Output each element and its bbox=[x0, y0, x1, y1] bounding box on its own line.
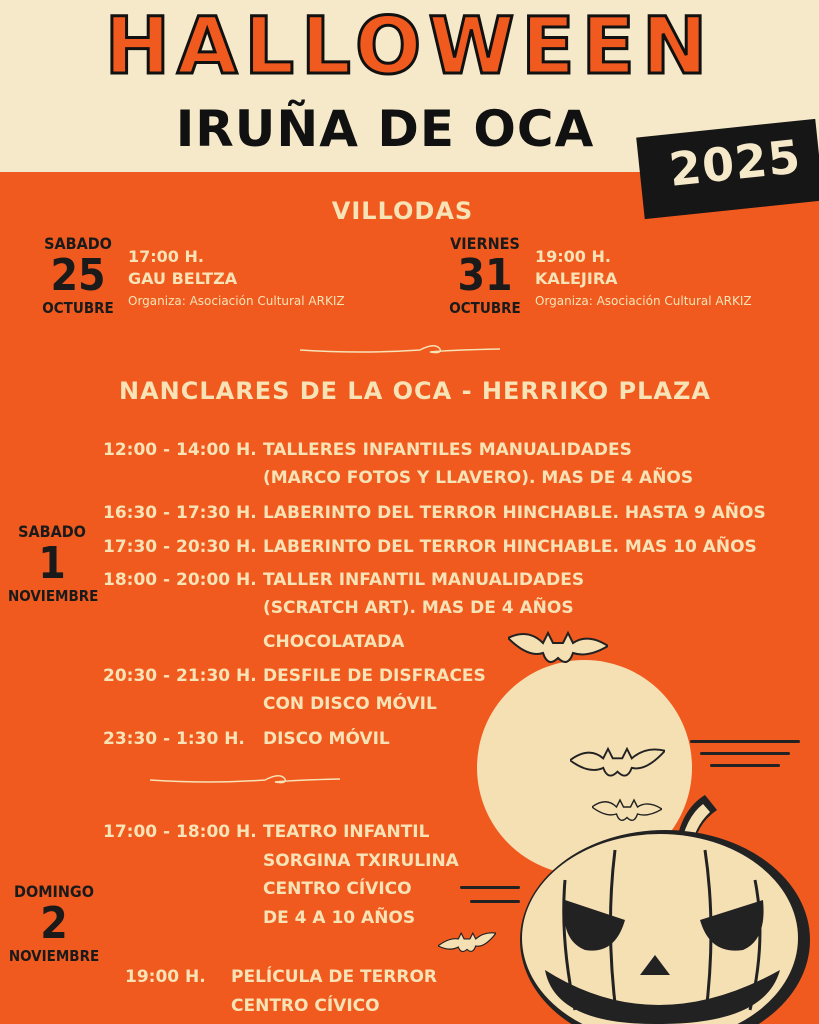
event-organizer: Organiza: Asociación Cultural ARKIZ bbox=[128, 294, 345, 308]
month: NOVIEMBRE bbox=[8, 587, 99, 605]
villodas-heading: VILLODAS bbox=[331, 197, 474, 225]
speed-line bbox=[690, 740, 800, 743]
date-block-25-octubre bbox=[38, 234, 118, 317]
row-time: 20:30 - 21:30 H. bbox=[103, 666, 257, 686]
month: OCTUBRE bbox=[42, 299, 114, 317]
row-desc: LABERINTO DEL TERROR HINCHABLE. MAS 10 AÑOS bbox=[263, 537, 757, 557]
row-desc: PELÍCULA DE TERROR bbox=[231, 967, 437, 987]
row-desc: DESFILE DE DISFRACES bbox=[263, 666, 486, 686]
row-time: 19:00 H. bbox=[125, 967, 206, 987]
row-desc: SORGINA TXIRULINA bbox=[263, 851, 459, 871]
event-name: GAU BELTZA bbox=[128, 269, 238, 288]
day-of-week: DOMINGO bbox=[14, 882, 94, 901]
row-desc: TEATRO INFANTIL bbox=[263, 822, 430, 842]
divider-swirl bbox=[300, 340, 500, 360]
row-time: 12:00 - 14:00 H. bbox=[103, 440, 257, 460]
event-name: KALEJIRA bbox=[535, 269, 618, 288]
row-desc: CON DISCO MÓVIL bbox=[263, 694, 437, 714]
bat-icon bbox=[508, 628, 608, 678]
row-desc: TALLER INFANTIL MANUALIDADES bbox=[263, 570, 585, 590]
event-organizer: Organiza: Asociación Cultural ARKIZ bbox=[535, 294, 752, 308]
bat-icon bbox=[570, 740, 665, 790]
row-time: 16:30 - 17:30 H. bbox=[103, 503, 257, 523]
event-gau-beltza bbox=[128, 246, 345, 312]
event-kalejira bbox=[535, 246, 752, 312]
month: OCTUBRE bbox=[449, 299, 521, 317]
row-desc: CENTRO CÍVICO bbox=[263, 879, 412, 899]
row-desc: DE 4 A 10 AÑOS bbox=[263, 908, 416, 928]
row-desc: CHOCOLATADA bbox=[263, 632, 405, 652]
day-number: 1 bbox=[38, 538, 66, 589]
day-number: 25 bbox=[50, 250, 106, 301]
event-time: 19:00 H. bbox=[535, 247, 611, 266]
bat-icon bbox=[438, 928, 496, 958]
month: NOVIEMBRE bbox=[8, 947, 100, 965]
speed-line bbox=[700, 752, 790, 755]
row-desc: (MARCO FOTOS Y LLAVERO). MAS DE 4 AÑOS bbox=[263, 468, 694, 488]
divider-swirl bbox=[150, 770, 340, 790]
date-block-1-noviembre bbox=[8, 522, 99, 605]
day-number: 2 bbox=[40, 898, 68, 949]
day-of-week: SABADO bbox=[44, 234, 112, 253]
row-desc: (SCRATCH ART). MAS DE 4 AÑOS bbox=[263, 598, 574, 618]
bat-icon bbox=[592, 796, 662, 832]
row-time: 23:30 - 1:30 H. bbox=[103, 729, 245, 749]
row-desc: DISCO MÓVIL bbox=[263, 729, 390, 749]
poster-subtitle: IRUÑA DE OCA bbox=[175, 100, 595, 158]
row-time: 17:30 - 20:30 H. bbox=[103, 537, 257, 557]
year-label: 2025 bbox=[666, 129, 804, 197]
day-number: 31 bbox=[457, 250, 513, 301]
event-time: 17:00 H. bbox=[128, 247, 204, 266]
speed-line bbox=[710, 764, 780, 767]
day-of-week: VIERNES bbox=[450, 234, 520, 253]
pumpkin-icon bbox=[505, 790, 819, 1024]
row-desc: LABERINTO DEL TERROR HINCHABLE. HASTA 9 AÑOS bbox=[263, 503, 766, 523]
date-block-2-noviembre bbox=[8, 882, 100, 965]
date-block-31-octubre bbox=[443, 234, 527, 317]
row-time: 17:00 - 18:00 H. bbox=[103, 822, 257, 842]
row-desc: TALLERES INFANTILES MANUALIDADES bbox=[263, 440, 632, 460]
poster-title: HALLOWEEN bbox=[104, 2, 715, 92]
row-time: 18:00 - 20:00 H. bbox=[103, 570, 257, 590]
row-desc: CENTRO CÍVICO bbox=[231, 996, 380, 1016]
day-of-week: SABADO bbox=[18, 522, 86, 541]
nanclares-heading: NANCLARES DE LA OCA - HERRIKO PLAZA bbox=[119, 377, 711, 405]
